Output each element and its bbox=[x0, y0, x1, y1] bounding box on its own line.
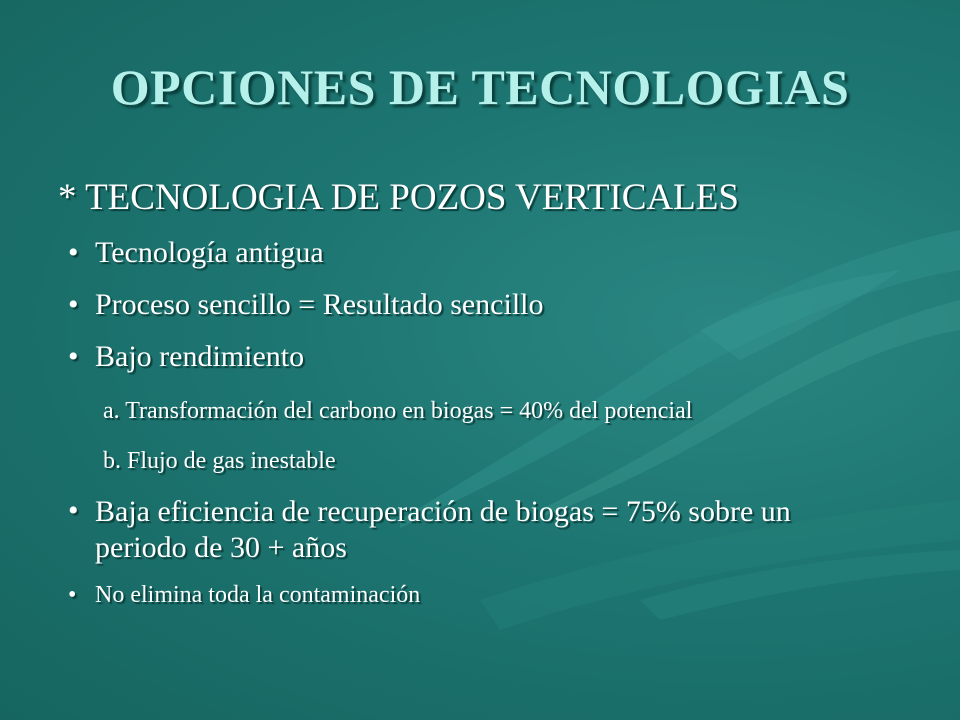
sub-item: b. Flujo de gas inestable bbox=[103, 448, 336, 474]
bullet-text-block bbox=[95, 494, 791, 566]
bullet-icon: • bbox=[68, 582, 77, 608]
bullet-item bbox=[68, 494, 791, 566]
bullet-icon: • bbox=[68, 340, 79, 373]
bullet-item bbox=[68, 288, 544, 322]
sub-item: a. Transformación del carbono en biogas = 40% del potencial bbox=[103, 398, 693, 424]
bullet-icon: • bbox=[68, 236, 79, 269]
bullet-text: Tecnología antigua bbox=[95, 236, 324, 269]
bullet-item bbox=[68, 236, 324, 270]
bullet-item bbox=[68, 582, 420, 609]
slide-title: OPCIONES DE TECNOLOGIAS bbox=[110, 59, 850, 115]
bullet-text-continuation: periodo de 30 + años bbox=[95, 531, 347, 564]
bullet-icon: • bbox=[68, 288, 79, 321]
bullet-icon: • bbox=[68, 494, 79, 527]
bullet-text: Proceso sencillo = Resultado sencillo bbox=[95, 288, 544, 321]
bullet-text: Bajo rendimiento bbox=[95, 340, 305, 373]
bullet-text: Baja eficiencia de recuperación de biogas = 75% sobre un bbox=[95, 495, 791, 528]
section-heading: * TECNOLOGIA DE POZOS VERTICALES bbox=[58, 177, 739, 218]
bullet-item bbox=[68, 340, 304, 374]
bullet-text: No elimina toda la contaminación bbox=[95, 582, 421, 608]
